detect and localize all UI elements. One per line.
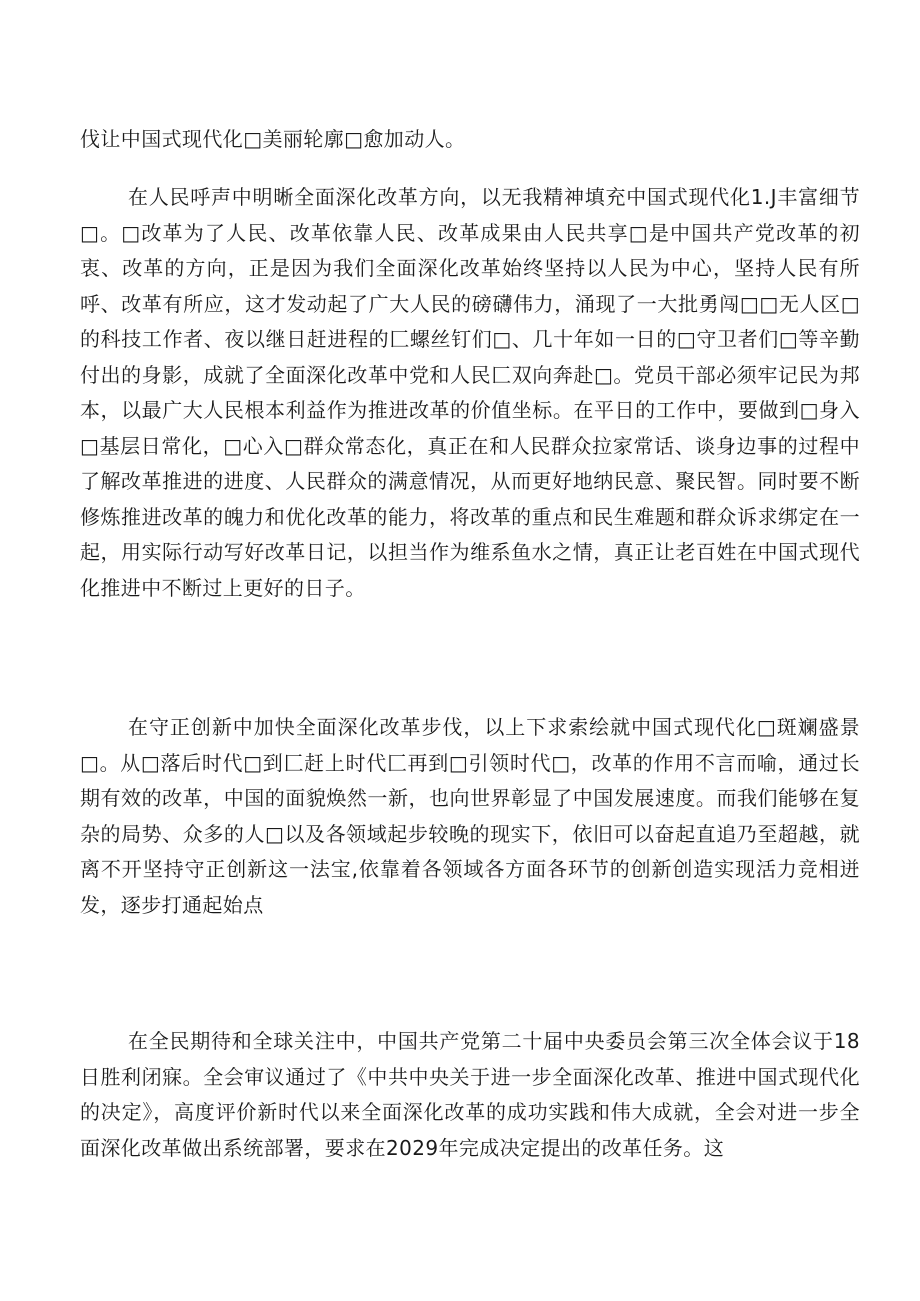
paragraph-plenary-session: 在全民期待和全球关注中，中国共产党第二十届中央委员会第三次全体会议于18日胜利闭寐。全会审议通过了《中共中央关于进一步全面深化改革、推进中国式现代化的决定》，高度评价新时代以来全面深化改革的成功实践和伟大成就，全会对进一步全面深化改革做出系统部署，要求在2029年完成决定提出的改革任务。这 bbox=[80, 1029, 860, 1160]
paragraph-continuation: 伐让中国式现代化□美丽轮廓□愈加动人。 bbox=[80, 127, 466, 151]
paragraph-innovation: 在守正创新中加快全面深化改革步伐，以上下求索绘就中国式现代化□斑斓盛景□。从□落后时代□到匚赶上时代匚再到□引领时代□，改革的作用不言而喻，通过长期有效的改革，中国的面貌焕然一新，也向世界彰显了中国发展速度。而我们能够在复杂的局势、众多的人□以及各领域起步较晚的现实下，依旧可以奋起直追乃至超越，就离不开坚持守正创新这一法宝,依靠着各领域各方面各环节的创新创造实现活力竞相迸发，逐步打通起始点 bbox=[80, 715, 860, 917]
paragraph-people-voice: 在人民呼声中明晰全面深化改革方向，以无我精神填充中国式现代化1.J丰富细节□。□改革为了人民、改革依靠人民、改革成果由人民共享□是中国共产党改革的初衷、改革的方向，正是因为我们全面深化改革始终坚持以人民为中心，坚持人民有所呼、改革有所应，这才发动起了广大人民的磅礴伟力，涌现了一大批勇闯□□无人区□的科技工作者、夜以继日赶进程的匚螺丝钉们□、几十年如一日的□守卫者们□等辛勤付出的身影，成就了全面深化改革中党和人民匚双向奔赴□。党员干部必须牢记民为邦本，以最广大人民根本利益作为推进改革的价值坐标。在平日的工作中，要做到□身入□基层日常化，□心入□群众常态化，真正在和人民群众拉家常话、谈身边事的过程中了解改革推进的进度、人民群众的满意情况，从而更好地纳民意、聚民智。同时要不断修炼推进改革的魄力和优化改革的能力，将改革的重点和民生难题和群众诉求绑定在一起，用实际行动写好改革日记，以担当作为维系鱼水之情，真正让老百姓在中国式现代化推进中不断过上更好的日子。 bbox=[80, 185, 860, 600]
